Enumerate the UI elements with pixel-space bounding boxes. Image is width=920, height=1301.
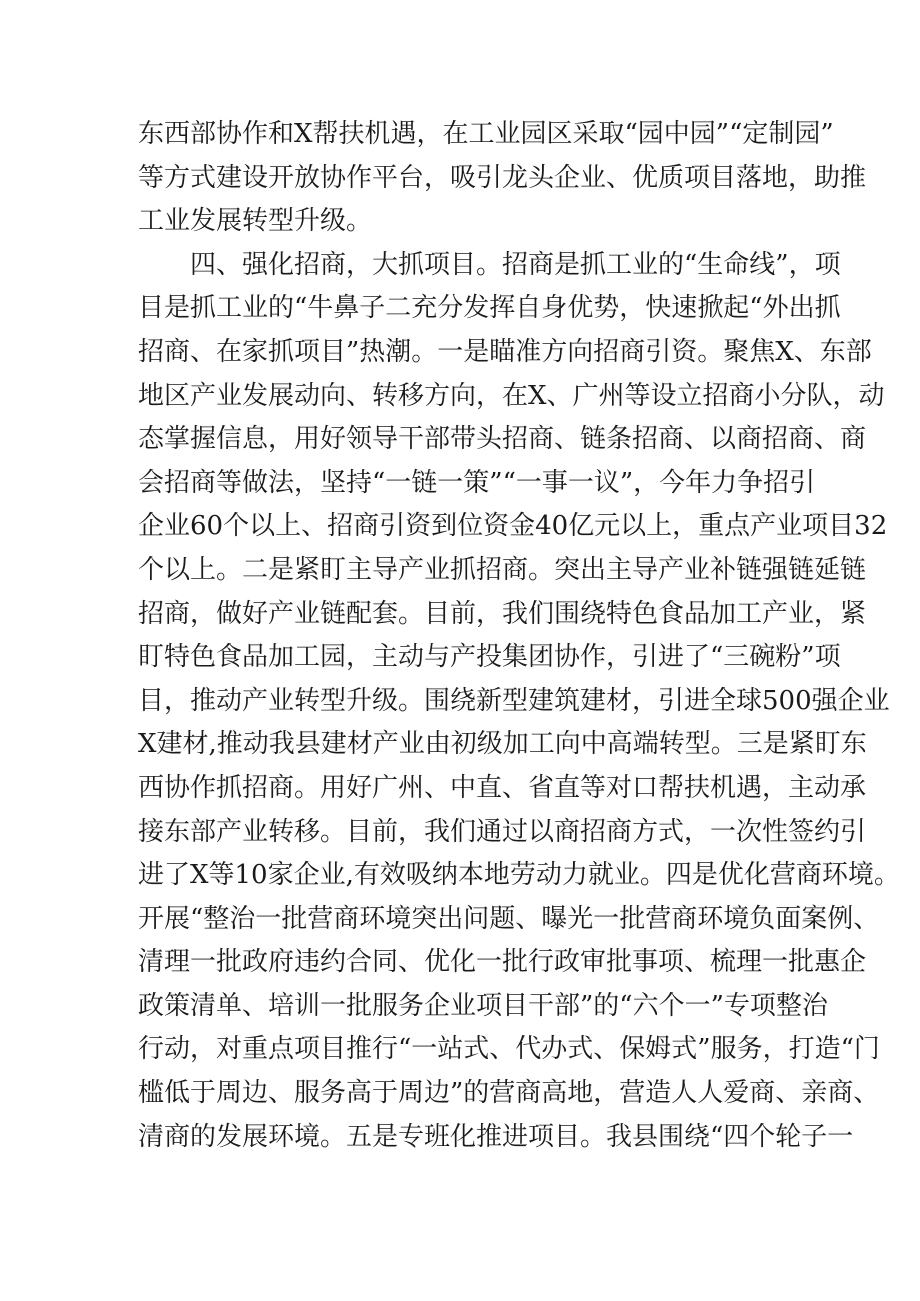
text-line: 工业发展转型升级。 xyxy=(138,206,373,237)
text-line: 清理一批政府违约合同、优化一批行政审批事项、梳理一批惠企 xyxy=(138,947,867,978)
text-line: 接东部产业转移。目前，我们通过以商招商方式，一次性签约引 xyxy=(138,816,867,847)
text-line: 目是抓工业的“牛鼻子二充分发挥自身优势，快速掀起“外出抓 xyxy=(138,293,841,324)
text-line: 进了X等10家企业,有效吸纳本地劳动力就业。四是优化营商环境。 xyxy=(138,860,900,891)
text-line: 个以上。二是紧盯主导产业抓招商。突出主导产业补链强链延链 xyxy=(138,554,867,585)
text-line: 行动，对重点项目推行“一站式、代办式、保姆式”服务，打造“门 xyxy=(138,1034,880,1065)
text-line: 会招商等做法，坚持“一链一策”“一事一议”，今年力争招引 xyxy=(138,467,816,498)
text-line: 态掌握信息，用好领导干部带头招商、链条招商、以商招商、商 xyxy=(138,424,867,455)
text-line: 目，推动产业转型升级。围绕新型建筑建材，引进全球500强企业 xyxy=(138,685,890,716)
text-line: 招商、在家抓项目”热潮。一是瞄准方向招商引资。聚焦X、东部 xyxy=(138,336,872,367)
section-heading-line: 四、强化招商，大抓项目。招商是抓工业的“生命线”，项 xyxy=(190,249,841,280)
text-line: X建材,推动我县建材产业由初级加工向中高端转型。三是紧盯东 xyxy=(138,729,867,760)
text-line: 政策清单、培训一批服务企业项目干部”的“六个一”专项整治 xyxy=(138,990,828,1021)
text-line: 开展“整治一批营商环境突出问题、曝光一批营商环境负面案例、 xyxy=(138,903,880,934)
body-text xyxy=(138,113,900,1159)
text-line: 等方式建设开放协作平台，吸引龙头企业、优质项目落地，助推 xyxy=(138,162,867,193)
text-line: 地区产业发展动向、转移方向，在X、广州等设立招商小分队，动 xyxy=(138,380,885,411)
text-line: 盯特色食品加工园，主动与产投集团协作，引进了“三碗粉”项 xyxy=(138,642,841,673)
text-line: 清商的发展环境。五是专班化推进项目。我县围绕“四个轮子一 xyxy=(138,1121,854,1152)
text-line: 东西部协作和X帮扶机遇，在工业园区采取“园中园”“定制园” xyxy=(138,119,834,149)
text-line: 企业60个以上、招商引资到位资金40亿元以上，重点产业项目32 xyxy=(138,511,888,542)
text-line: 西协作抓招商。用好广州、中直、省直等对口帮扶机遇，主动承 xyxy=(138,772,867,803)
text-line: 槛低于周边、服务高于周边”的营商高地，营造人人爱商、亲商、 xyxy=(138,1078,880,1109)
text-line: 招商，做好产业链配套。目前，我们围绕特色食品加工产业，紧 xyxy=(138,598,867,629)
